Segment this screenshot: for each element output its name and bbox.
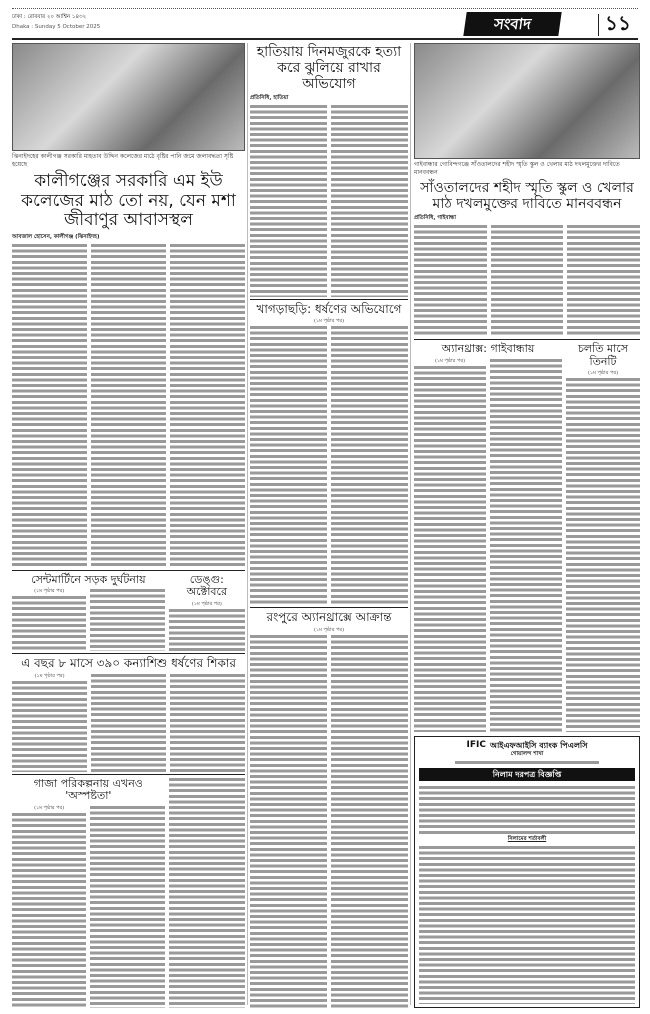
headline-rangpur: রংপুরে অ্যানথ্রাক্সে আক্রান্ত	[266, 610, 392, 625]
girls-body	[12, 673, 245, 771]
date-bn: ঢাকা : রোববার ২০ আশ্বিন ১৪৩২	[12, 14, 87, 20]
bank-name: আইএফআইসি ব্যাংক পিএলসি	[489, 741, 588, 750]
address-text	[455, 760, 599, 764]
header-rule	[12, 38, 638, 40]
accident-dengue-section	[12, 573, 245, 652]
kaliganj-body	[12, 243, 245, 568]
ific-logo: IFIC	[466, 740, 486, 750]
article-text	[566, 377, 640, 732]
article-text	[414, 365, 486, 732]
byline: প্রতিনিধি, হাতিয়া	[250, 95, 289, 102]
logo-text: সংবাদ	[492, 15, 533, 33]
continued-note: (১ম পৃষ্ঠার পর)	[34, 804, 65, 811]
article-text	[250, 325, 327, 605]
headline-anthrax: অ্যানথ্রাক্স: গাইবান্ধায়	[441, 342, 535, 356]
branch-name: গোয়ালন্দ শাখা	[510, 751, 544, 757]
article-text	[12, 680, 87, 771]
headline-three: চলতি মাসে তিনটি	[577, 342, 628, 368]
terms-heading: নিলামের শর্তাবলী	[507, 835, 547, 842]
article-text	[331, 325, 408, 605]
continued-note: (১ম পৃষ্ঠার পর)	[34, 673, 65, 680]
continued-note: (১ম পৃষ্ঠার পর)	[434, 357, 466, 364]
article-text	[414, 224, 487, 337]
headline-accident: সেন্টমার্টিনে সড়ক দুর্ঘটনায়	[31, 572, 146, 586]
santal-body	[414, 224, 640, 337]
article-text	[169, 777, 245, 1008]
headline-santal: সাঁওতালদের শহীদ স্মৃতি স্কুল ও খেলার মাঠ দখলমুক্তের দাবিতে মানববন্ধন	[420, 180, 634, 213]
date-en: Dhaka : Sunday 5 October 2025	[12, 24, 101, 30]
middle-region	[250, 43, 408, 1008]
headline-gaza: গাজা পরিকল্পনায় এখনও 'অস্পষ্টতা'	[33, 776, 143, 803]
divider	[250, 607, 408, 608]
article-text	[12, 243, 87, 568]
article-text	[12, 812, 86, 1008]
terms-text	[419, 845, 635, 1004]
auction-notice-ad	[414, 736, 640, 1008]
article-text	[169, 608, 245, 651]
photo-caption: গাইবান্ধার গোবিন্দগঞ্জে সাঁওতালদের শহীদ স্মৃতি স্কুল ও খেলার মাঠ দখলমুক্তের দাবিতে মানববন্ধন	[414, 161, 620, 176]
article-text	[170, 243, 245, 568]
byline: আবজাল হোসেন, কালীগঞ্জ (ঝিনাইদহ)	[12, 233, 100, 240]
headline-hatiya: হাতিয়ায় দিনমজুরকে হত্যা করে ঝুলিয়ে রাখার অভিযোগ	[256, 44, 402, 93]
headline-girls: এ বছর ৮ মাসে ৩৯০ কন্যাশিশু ধর্ষণের শিকার	[21, 656, 236, 671]
article-text	[250, 104, 327, 296]
article-text	[12, 595, 86, 651]
divider	[250, 299, 408, 300]
column-divider	[410, 43, 411, 1005]
article-text	[490, 358, 562, 732]
divider	[414, 339, 640, 340]
notice-title: নিলাম দরপত্র বিজ্ঞপ্তি	[419, 768, 635, 781]
continued-note: (১ম পৃষ্ঠার পর)	[587, 370, 619, 377]
page-number: ১১	[605, 11, 631, 35]
continued-note: (১ম পৃষ্ঠার পর)	[191, 600, 222, 607]
header-divider	[598, 14, 599, 36]
article-text	[491, 224, 564, 337]
gaza-section	[12, 777, 245, 1008]
right-region	[414, 43, 640, 1008]
article-text	[567, 224, 640, 337]
headline-dengue: ডেঙ্গু: অক্টোবরে	[186, 572, 228, 599]
headline-kaliganj: কালীগঞ্জের সরকারি এম ইউ কলেজের মাঠ তো নয়, যেন মশা জীবাণুর আবাসস্থল	[21, 171, 236, 231]
divider	[12, 653, 245, 654]
college-field-photo	[12, 43, 245, 151]
article-text	[331, 104, 408, 296]
article-text	[250, 634, 327, 1008]
article-text	[90, 588, 164, 651]
continued-note: (১ম পৃষ্ঠার পর)	[34, 588, 65, 595]
continued-note: (১ম পৃষ্ঠার পর)	[313, 626, 345, 633]
left-region	[12, 43, 245, 1008]
continued-note: (১ম পৃষ্ঠার পর)	[313, 318, 345, 325]
byline: প্রতিনিধি, গাইবান্ধা	[414, 215, 456, 222]
article-text	[91, 243, 166, 568]
divider	[12, 570, 245, 571]
anthrax-section	[414, 342, 640, 732]
article-text	[170, 673, 245, 771]
newspaper-logo	[463, 12, 561, 36]
headline-khagrachari: খাগড়াছড়ি: ধর্ষণের অভিযোগে	[256, 301, 402, 316]
human-chain-photo	[414, 43, 640, 159]
divider	[12, 774, 245, 775]
article-text	[331, 634, 408, 1008]
article-text	[90, 805, 164, 1008]
column-divider	[247, 43, 248, 1005]
photo-caption: ঝিনাইদহের কালীগঞ্জ সরকারি মাহতাব উদ্দিন কলেজের মাঠে বৃষ্টির পানি জমে জলাবদ্ধতা সৃষ্টি হয়েছে	[12, 153, 234, 168]
notice-text	[419, 785, 635, 834]
top-dotted-rule	[12, 8, 638, 9]
article-text	[91, 673, 166, 771]
